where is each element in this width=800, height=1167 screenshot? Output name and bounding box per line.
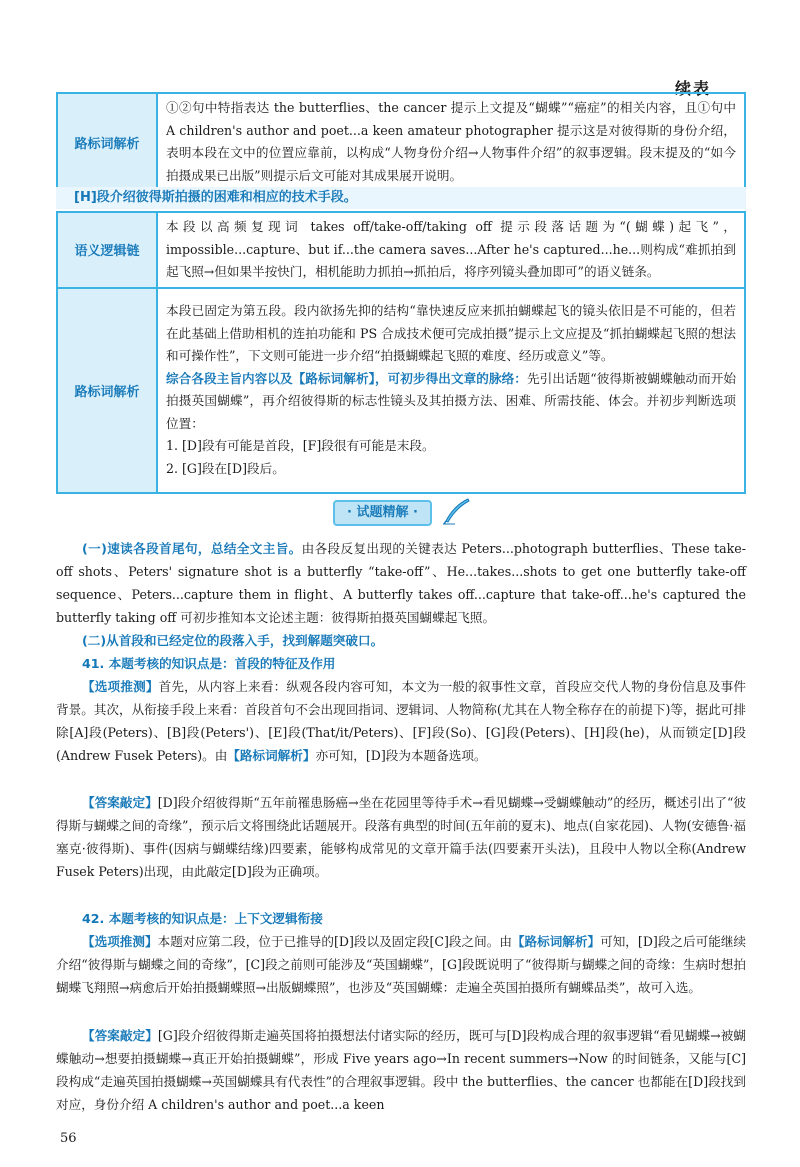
signpost-paragraph: 本段已固定为第五段。段内欲扬先抑的结构“靠快速反应来抓拍蝴蝶起飞的镜头依旧是不可能的，但若在此基础上借助相机的连拍功能和 PS 合成技术便可完成拍摄”提示上文应提及“抓拍蝴蝶起飞照的想法和可操作性”，下文则可能进一步介绍“拍摄蝴蝶起飞照的难度、经历或意义”等。: [166, 303, 736, 363]
continued-table: [56, 92, 746, 192]
part-two-heading: [56, 629, 746, 652]
part-one-paragraph: [56, 537, 746, 629]
q41-answer: [56, 791, 746, 883]
q42-title-text: 42. 本题考核的知识点是：上下文逻辑衔接: [82, 911, 323, 926]
q41-prediction-text: 首先，从内容上来看：纵观各段内容可知，本文为一般的叙事性文章，首段应交代人物的身份信息及事件背景。其次，从衔接手段上来看：首段首句不会出现回指词、逻辑词、人物简称(尤其在人物全称存在的前提下)等，据此可排除[A]段(Peters)、[B]段(Peters')、[E]段(That/it/Peters)、[F]段(So)、[G]段(Peters)、[H]段(he)，从而锁定[D]段(Andrew Fusek Peters)。由: [56, 679, 747, 763]
q41-tag-prediction: 【选项推测】: [82, 679, 159, 694]
row-label-semantic-chain: 语义逻辑链: [57, 212, 157, 288]
q41-title-text: 41. 本题考核的知识点是：首段的特征及作用: [82, 656, 336, 671]
q41-answer-text: [D]段介绍彼得斯“五年前罹患肠癌→坐在花园里等待手术→看见蝴蝶→受蝴蝶触动”的经历，概述引出了“彼得斯与蝴蝶之间的奇缘”，预示后文将围绕此话题展开。段落有典型的时间(五年前的夏末)、地点(自家花园)、人物(安德鲁·福塞克·彼得斯)、事件(因病与蝴蝶结缘)四要素，能够构成常见的文章开篇手法(四要素开头法)，且段中人物以全称(Andrew Fusek Peters)出现，由此敲定[D]段为正确项。: [56, 795, 746, 879]
q42-answer-text: [G]段介绍彼得斯走遍英国将拍摄想法付诸实际的经历，既可与[D]段构成合理的叙事逻辑“看见蝴蝶→被蝴蝶触动→想要拍摄蝴蝶→真正开始拍摄蝴蝶”，形成 Five years ago→In recent summers→Now 的时间链条，又能与[C]段构成“走遍英国拍摄蝴蝶→英国蝴蝶具有代表性”的合理叙事逻辑。段中 the butterflies、the cancer 也都能在[D]段找到对应，身份介绍 A children's author and poet...a keen: [56, 1028, 747, 1112]
section-h-table: [56, 211, 746, 494]
row-label-signpost-2: 路标词解析: [57, 288, 157, 493]
running-head: 续表: [675, 79, 712, 98]
q42-prediction-text-2: 可知，[D]段之后可能继续介绍“彼得斯与蝴蝶之间的奇缘”，[C]段之前则可能涉及“英国蝴蝶”，[G]段既说明了“彼得斯与蝴蝶之间的奇缘：生病时想拍蝴蝶飞翔照→病愈后开始拍摄蝴蝶照→出版蝴蝶照”，也涉及“英国蝴蝶：走遍全英国拍摄所有蝴蝶品类”，故可入选。: [56, 934, 747, 995]
outline-highlight: 综合各段主旨内容以及【路标词解析】，可初步得出文章的脉络：: [166, 370, 527, 386]
row-text-signpost: ①②句中特指表达 the butterflies、the cancer 提示上文提及“蝴蝶”“癌症”的相关内容，且①句中 A children's author and poet...a keen amateur photographer 提示这是对彼得斯的身份介绍，表明本段在文中的位置应靠前，以构成“人物身份介绍→人物事件介绍”的叙事逻辑。段末提及的“如今拍摄成果已出版”则提示后文可能对其成果展开说明。: [157, 93, 745, 191]
q42-tag-prediction: 【选项推测】: [82, 934, 158, 949]
page-number: 56: [60, 1131, 77, 1146]
q42-title: [56, 907, 746, 930]
section-h-heading: [H]段介绍彼得斯拍摄的困难和相应的技术手段。: [56, 187, 746, 209]
row-label-signpost: 路标词解析: [57, 93, 157, 191]
section-badge: [333, 497, 471, 525]
q41-title: [56, 652, 746, 675]
part-one-heading: (一)速读各段首尾句，总结全文主旨。: [82, 541, 302, 556]
badge-label: · 试题精解 ·: [333, 500, 432, 526]
q42-prediction-text: 本题对应第二段，位于已推导的[D]段以及固定段[C]段之间。由: [157, 934, 512, 949]
outline-item-1: 1. [D]段有可能是首段，[F]段很有可能是末段。: [166, 438, 435, 453]
outline-item-2: 2. [G]段在[D]段后。: [166, 460, 285, 476]
q41-prediction: [56, 675, 746, 767]
q41-prediction-text-2: 亦可知，[D]段为本题备选项。: [315, 748, 487, 763]
q42-prediction: [56, 930, 746, 999]
outline-text: 先引出话题“彼得斯被蝴蝶触动而开始拍摄英国蝴蝶”，再介绍彼得斯的标志性镜头及其拍摄方法、困难、所需技能、体会。并初步判断选项位置：: [166, 370, 736, 431]
q42-tag-answer: 【答案敲定】: [82, 1028, 158, 1043]
q41-tag-signpost: 【路标词解析】: [227, 748, 316, 763]
part-one-text: 由各段反复出现的关键表达 Peters...photograph butterflies、These take-off shots、Peters' signature shot is a butterfly “take-off”、He...takes...shots to get one butterfly take-off sequence、Peters...capture them in flight、A butterfly takes off...capture that take-off...he's captured the butterfly taking off 可初步推知本文论述主题：彼得斯拍摄英国蝴蝶起飞照。: [56, 541, 746, 625]
q41-tag-answer: 【答案敲定】: [82, 795, 158, 810]
q42-tag-signpost: 【路标词解析】: [511, 934, 601, 949]
row-text-semantic-chain: 本段以高频复现词 takes off/take-off/taking off 提示段落话题为“(蝴蝶)起飞”，impossible...capture、but if...the camera saves...After he's captured...he...则构成“难抓拍到起飞照→但如果半按快门，相机能助力抓拍→抓拍后，将序列镜头叠加即可”的语义链条。: [157, 212, 745, 288]
quill-pen-icon: [441, 497, 471, 529]
row-text-signpost-2: [157, 288, 745, 493]
part-two-heading-text: (二)从首段和已经定位的段落入手，找到解题突破口。: [82, 633, 384, 648]
q42-answer: [56, 1024, 746, 1116]
